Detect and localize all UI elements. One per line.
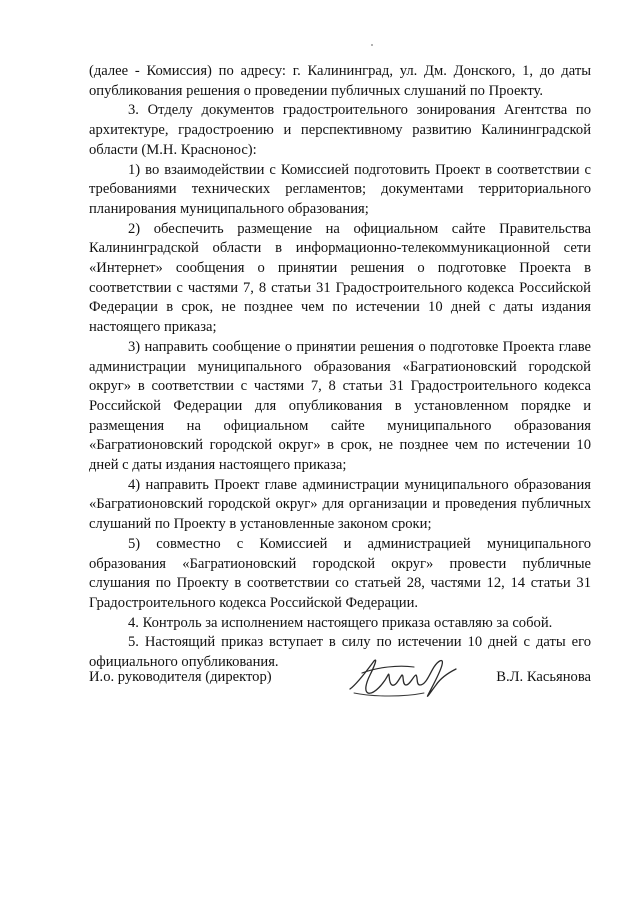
handwritten-signature <box>344 653 464 701</box>
paragraph-item-3: 3. Отделу документов градостроительного зонирования Агентства по архитектуре, градостроению и перспективному развитию Калининградской области (М.Н. Краснонос): <box>89 102 591 158</box>
paragraph-subitem-3: 3) направить сообщение о принятии решения о подготовке Проекта главе администрации муниципального образования «Багратионовский городской округ» в соответствии с частями 7, 8 статьи 31 Градостроительного кодекса Российской Федерации для опубликования в установленном порядке и размещения на официальном сайте муниципального образования «Багратионовский городской округ» в срок, не позднее чем по истечении 10 дней с даты издания настоящего приказа; <box>89 338 591 474</box>
paragraph-subitem-4: 4) направить Проект главе администрации муниципального образования «Багратионовский городской округ» для организации и проведения публичных слушаний по Проекту в установленные законом сроки; <box>89 476 591 533</box>
paragraph-subitem-5: 5) совместно с Комиссией и администрацией муниципального образования «Багратионовский городской округ» провести публичные слушания по Проекту в соответствии со статьей 28, частями 12, 14 статьи 31 Градостроительного кодекса Российской Федерации. <box>89 535 591 611</box>
signatory-role: И.о. руководителя (директор) <box>89 669 272 685</box>
signature-block <box>89 661 591 701</box>
scan-speck <box>371 44 373 46</box>
document-body <box>89 62 591 673</box>
signatory-name: В.Л. Касьянова <box>496 669 591 685</box>
paragraph-subitem-1: 1) во взаимодействии с Комиссией подготовить Проект в соответствии с требованиями технических регламентов; документами территориального планирования муниципального образования; <box>89 161 591 217</box>
paragraph-commission-address: (далее - Комиссия) по адресу: г. Калининград, ул. Дм. Донского, 1, до даты опубликования решения о проведении публичных слушаний по Проекту. <box>89 63 591 99</box>
paragraph-subitem-2: 2) обеспечить размещение на официальном сайте Правительства Калининградской области в информационно-телекоммуникационной сети «Интернет» сообщения о принятии решения о подготовке Проекта в соответствии с частями 7, 8 статьи 31 Градостроительного кодекса Российской Федерации в срок, не позднее чем по истечении 10 дней с даты издания настоящего приказа; <box>89 220 591 336</box>
paragraph-item-5: 5. Настоящий приказ вступает в силу по истечении 10 дней с даты его официального опубликования. <box>89 634 591 671</box>
paragraph-item-4: 4. Контроль за исполнением настоящего приказа оставляю за собой. <box>128 614 553 631</box>
